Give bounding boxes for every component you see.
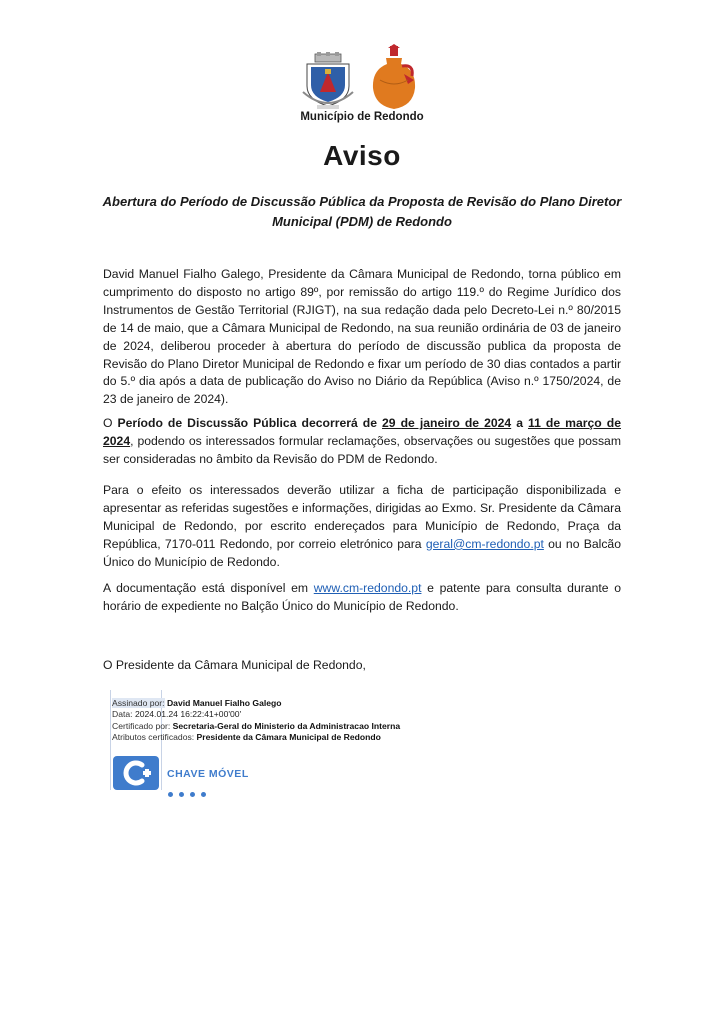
attributes-label: Atributos certificados: <box>112 732 195 743</box>
closing-line: O Presidente da Câmara Municipal de Redondo, <box>103 658 366 672</box>
email-link[interactable]: geral@cm-redondo.pt <box>425 536 544 551</box>
certified-by-value: Secretaria-Geral do Ministerio da Administracao Interna <box>172 720 401 731</box>
chave-movel-logo-icon <box>113 756 159 790</box>
p3-text-after: ou no Balcão Único do Município de Redondo. <box>103 536 621 569</box>
attributes-value: Presidente da Câmara Municipal de Redondo <box>196 732 381 743</box>
header-logos <box>0 44 724 110</box>
chave-movel-label: CHAVE MÓVEL <box>167 768 249 780</box>
period-start-date: 29 de janeiro de 2024 <box>382 416 512 430</box>
p2-mid: a <box>511 416 529 430</box>
paragraph-submission <box>103 482 621 572</box>
paragraph-announcement: David Manuel Fialho Galego, Presidente da Câmara Municipal de Redondo, torna público em cumprimento do disposto no artigo 89º, por remissão do artigo 119.º do Regime Jurídico dos Instrumentos de Gestão Territorial (RJIGT), na sua redação dada pelo Decreto-Lei n.º 80/2015 de 14 de maio, que a Câmara Municipal de Redondo, na sua reunião ordinária de 03 de janeiro de 2024, deliberou proceder à abertura do período de discussão publica da proposta de Revisão do Plano Diretor Municipal de Redondo e fixar um período de 30 dias contados a partir do 5.º dia após a data de publicação do Aviso no Diário da República (Aviso n.º 1750/2024, de 23 de janeiro de 2024). <box>103 267 621 407</box>
certified-by-row <box>112 721 472 732</box>
signed-by-label: Assinado por: <box>112 698 165 708</box>
date-value: 2024.01.24 16:22:41+00'00' <box>134 709 242 720</box>
document-subtitle <box>102 192 622 232</box>
page-title: Aviso <box>323 140 401 171</box>
chave-movel-dots <box>168 784 212 802</box>
coat-of-arms-icon <box>301 52 355 110</box>
p2-prefix: O <box>103 416 118 430</box>
municipality-name: Município de Redondo <box>300 111 424 123</box>
digital-signature-block[interactable] <box>112 698 472 744</box>
period-end-date: 11 de março de 2024 <box>103 416 621 448</box>
attributes-row <box>112 732 472 743</box>
subtitle-line-1: Abertura do Período de Discussão Pública da Proposta de Revisão do Plano Diretor <box>102 194 622 209</box>
p4-text-after: e patente para consulta durante o horário de expediente no Balção Único do Município de Redondo. <box>103 581 621 613</box>
date-row <box>112 709 472 720</box>
signed-by-row <box>112 698 472 709</box>
p3-text-before: Para o efeito os interessados deverão utilizar a ficha de participação disponibilizada e apresentar as referidas sugestões e informações, dirigidas ao Exmo. Sr. Presidente da Câmara Municipal de Redondo, por escrito endereçados para Município de Redondo, Praça da República, 7170-011 Redondo, por correio eletrónico para <box>103 483 621 551</box>
subtitle-line-2: Municipal (PDM) de Redondo <box>272 214 452 229</box>
dot-icon <box>179 792 184 797</box>
dot-icon <box>190 792 195 797</box>
date-label: Data: <box>112 709 133 720</box>
vase-logo-icon <box>368 44 420 110</box>
dot-icon <box>168 792 173 797</box>
signed-by-value: David Manuel Fialho Galego <box>166 698 282 708</box>
p4-text-before: A documentação está disponível em <box>103 581 314 595</box>
p2-period-label: Período de Discussão Pública decorrerá de <box>117 416 377 430</box>
paragraph-documentation <box>103 580 621 616</box>
paragraph-period <box>103 415 621 469</box>
dot-icon <box>201 792 206 797</box>
website-link[interactable]: www.cm-redondo.pt <box>313 581 422 595</box>
p2-suffix: , podendo os interessados formular reclamações, observações ou sugestões que possam ser consideradas no âmbito da Revisão do PDM de Redondo. <box>103 433 621 466</box>
certified-by-label: Certificado por: <box>112 720 171 731</box>
